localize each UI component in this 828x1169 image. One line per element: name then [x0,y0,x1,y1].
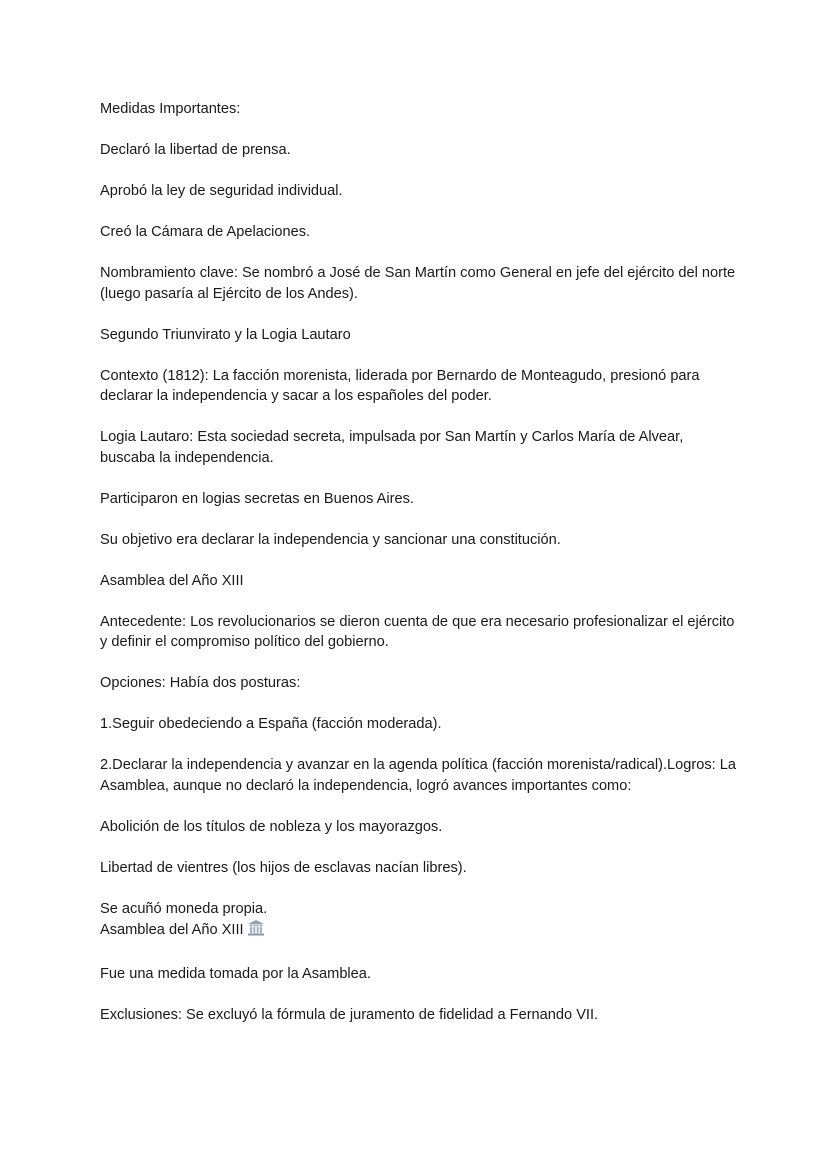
heading-asamblea-text: Asamblea del Año XIII [100,922,244,938]
document-page [100,99,740,1046]
paragraph-logias-secretas: Participaron en logias secretas en Buenos Aires. [100,490,414,507]
paragraph-antecedente: Antecedente: Los revolucionarios se dieron cuenta de que era necesario profesionalizar el ejército y definir el compromiso político del gobierno. [100,613,735,650]
paragraph-abolicion-titulos: Abolición de los títulos de nobleza y los mayorazgos. [100,818,443,835]
paragraph-seguridad-individual: Aprobó la ley de seguridad individual. [100,183,343,199]
paragraph-opcion-1: 1.Seguir obedeciendo a España (facción moderada). [100,716,442,732]
paragraph-libertad-vientres: Libertad de vientres (los hijos de esclavas nacían libres). [100,859,467,876]
paragraph-contexto-1812: Contexto (1812): La facción morenista, liderada por Bernardo de Monteagudo, presionó para declarar la independencia y sacar a los españoles del poder. [100,367,700,404]
paragraph-camara-apelaciones: Creó la Cámara de Apelaciones. [100,224,311,240]
paragraph-exclusiones: Exclusiones: Se excluyó la fórmula de juramento de fidelidad a Fernando VII. [100,1007,599,1023]
heading-asamblea-anio-xiii: Asamblea del Año XIII [100,572,244,589]
heading-asamblea-anio-xiii-icon [100,919,740,944]
paragraph-nombramiento-clave: Nombramiento clave: Se nombró a José de San Martín como General en jefe del ejército del norte (luego pasaría al Ejército de los Andes). [100,265,736,302]
paragraph-logia-lautaro: Logia Lautaro: Esta sociedad secreta, impulsada por San Martín y Carlos María de Alvear, buscaba la independencia. [100,429,684,466]
paragraph-medidas-importantes: Medidas Importantes: [100,101,241,117]
paragraph-libertad-prensa: Declaró la libertad de prensa. [100,142,291,158]
heading-segundo-triunvirato: Segundo Triunvirato y la Logia Lautaro [100,326,351,343]
paragraph-moneda-propia: Se acuñó moneda propia. [100,900,268,917]
classical-building-icon [247,919,265,944]
paragraph-opciones: Opciones: Había dos posturas: [100,675,301,691]
paragraph-objetivo: Su objetivo era declarar la independencia y sancionar una constitución. [100,531,561,548]
paragraph-medida-asamblea: Fue una medida tomada por la Asamblea. [100,966,371,982]
paragraph-opcion-2-logros: 2.Declarar la independencia y avanzar en la agenda política (facción morenista/radical).Logros: La Asamblea, aunque no declaró la independencia, logró avances importantes como: [100,757,737,794]
